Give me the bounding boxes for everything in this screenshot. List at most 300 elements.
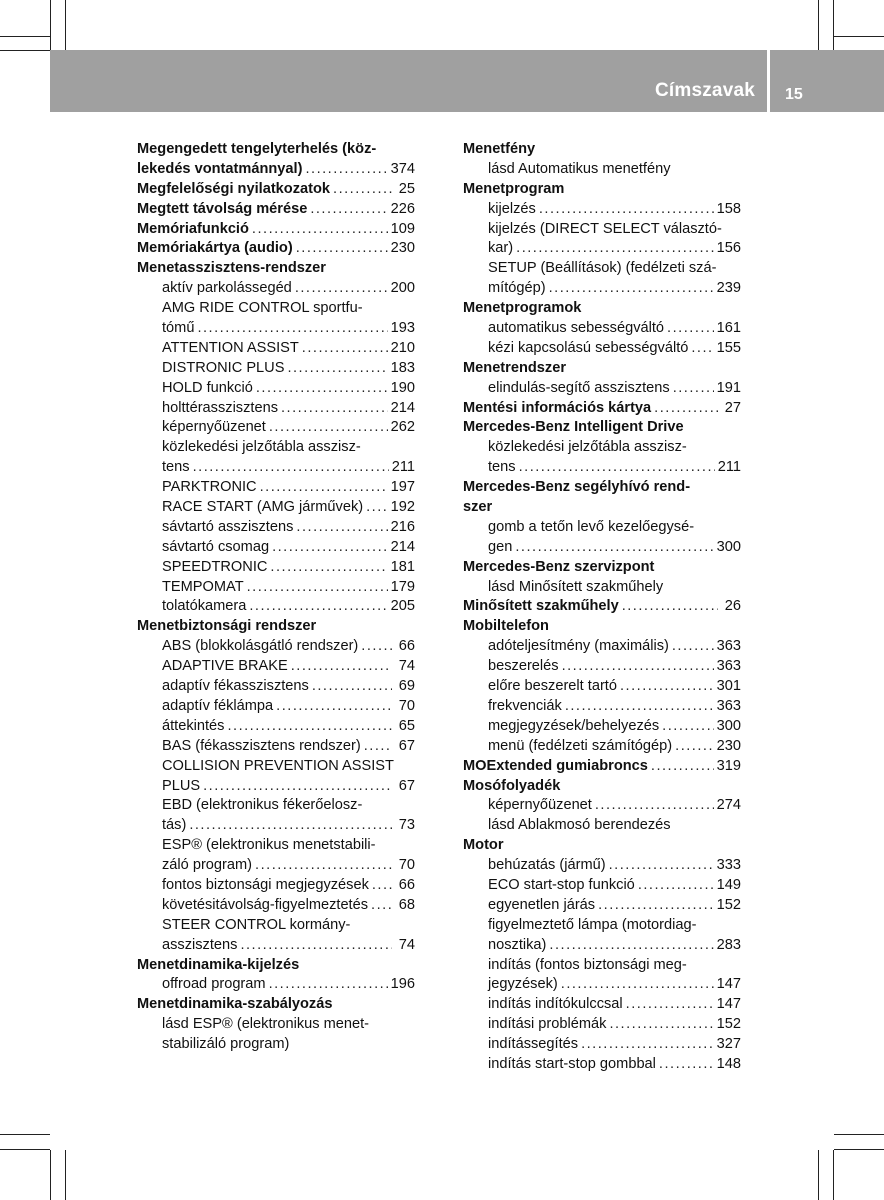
page-number: 15 bbox=[785, 86, 803, 103]
index-entry-page: 155 bbox=[716, 339, 741, 356]
dot-leader bbox=[227, 717, 392, 737]
index-entry-text: gen bbox=[488, 538, 513, 555]
index-entry-text: jegyzések) bbox=[488, 976, 558, 993]
index-entry-text: Menetbiztonsági rendszer bbox=[137, 618, 317, 635]
index-entry-text: Mercedes-Benz szervizpont bbox=[463, 558, 655, 575]
index-entry bbox=[463, 637, 741, 657]
dot-leader bbox=[302, 339, 388, 359]
crop-mark bbox=[0, 36, 50, 37]
index-entry bbox=[137, 757, 415, 777]
index-entry-page: 300 bbox=[716, 717, 741, 734]
index-entry bbox=[463, 538, 741, 558]
index-entry bbox=[463, 498, 741, 518]
index-column-left bbox=[137, 140, 415, 1055]
dot-leader bbox=[272, 538, 388, 558]
dot-leader bbox=[516, 239, 714, 259]
index-entry bbox=[463, 956, 741, 976]
index-entry bbox=[137, 836, 415, 856]
index-entry bbox=[463, 180, 741, 200]
index-entry-text: BAS (fékasszisztens rendszer) bbox=[162, 737, 361, 754]
dot-leader bbox=[638, 876, 714, 896]
index-entry bbox=[463, 578, 741, 598]
index-entry-page: 74 bbox=[398, 658, 415, 675]
crop-mark bbox=[834, 1149, 884, 1150]
index-entry bbox=[463, 418, 741, 438]
index-entry-page: 216 bbox=[390, 518, 415, 535]
index-entry-text: Mercedes-Benz segélyhívó rend- bbox=[463, 479, 691, 496]
index-entry-text: adóteljesítmény (maximális) bbox=[488, 638, 669, 655]
index-entry-text: indítás indítókulccsal bbox=[488, 996, 623, 1013]
index-entry-text: ABS (blokkolásgátló rendszer) bbox=[162, 638, 359, 655]
index-entry-page: 200 bbox=[390, 280, 415, 297]
index-entry-text: RACE START (AMG járművek) bbox=[162, 499, 364, 516]
index-entry-text: asszisztens bbox=[162, 936, 238, 953]
dot-leader bbox=[295, 279, 388, 299]
index-entry-page: 196 bbox=[390, 976, 415, 993]
index-entry-page: 301 bbox=[716, 678, 741, 695]
index-entry-text: tolatókamera bbox=[162, 598, 247, 615]
dot-leader bbox=[247, 578, 388, 598]
header-divider bbox=[767, 50, 770, 112]
dot-leader bbox=[659, 1055, 714, 1075]
dot-leader bbox=[565, 697, 714, 717]
index-entry bbox=[137, 458, 415, 478]
index-entry-text: követésitávolság-figyelmeztetés bbox=[162, 896, 369, 913]
dot-leader bbox=[609, 1015, 713, 1035]
index-entry-text: COLLISION PREVENTION ASSIST bbox=[162, 757, 394, 774]
index-entry-text: tómű bbox=[162, 320, 195, 337]
crop-mark bbox=[0, 1134, 50, 1135]
index-entry bbox=[463, 777, 741, 797]
dot-leader bbox=[654, 399, 718, 419]
index-entry bbox=[463, 279, 741, 299]
index-entry-page: 230 bbox=[716, 737, 741, 754]
index-entry-text: Menetprogram bbox=[463, 180, 565, 197]
index-entry-page: 152 bbox=[716, 896, 741, 913]
index-entry bbox=[463, 518, 741, 538]
index-entry-page: 300 bbox=[716, 538, 741, 555]
index-entry bbox=[463, 220, 741, 240]
index-entry bbox=[463, 239, 741, 259]
index-entry-page: 67 bbox=[398, 737, 415, 754]
index-entry bbox=[463, 399, 741, 419]
dot-leader bbox=[240, 936, 392, 956]
index-entry-text: közlekedési jelzőtábla asszisz- bbox=[488, 439, 687, 456]
index-entry-text: Mercedes-Benz Intelligent Drive bbox=[463, 419, 684, 436]
index-entry bbox=[137, 975, 415, 995]
index-entry-page: 74 bbox=[398, 936, 415, 953]
dot-leader bbox=[203, 777, 392, 797]
index-entry bbox=[137, 995, 415, 1015]
dot-leader bbox=[549, 936, 713, 956]
index-entry-text: Mentési információs kártya bbox=[463, 399, 652, 416]
dot-leader bbox=[667, 319, 714, 339]
index-entry-page: 152 bbox=[716, 1016, 741, 1033]
index-entry-text: kijelzés bbox=[488, 200, 536, 217]
dot-leader bbox=[675, 737, 714, 757]
index-entry bbox=[137, 856, 415, 876]
index-entry-page: 327 bbox=[716, 1036, 741, 1053]
index-entry-text: lekedés vontatmánnyal) bbox=[137, 160, 303, 177]
dot-leader bbox=[287, 359, 387, 379]
crop-mark bbox=[834, 1134, 884, 1135]
dot-leader bbox=[270, 558, 387, 578]
index-entry bbox=[137, 498, 415, 518]
index-entry bbox=[463, 975, 741, 995]
index-entry-page: 205 bbox=[390, 598, 415, 615]
dot-leader bbox=[193, 458, 389, 478]
dot-leader bbox=[296, 518, 387, 538]
index-entry-text: fontos biztonsági megjegyzések bbox=[162, 876, 369, 893]
dot-leader bbox=[364, 737, 392, 757]
index-entry-text: lásd Ablakmosó berendezés bbox=[488, 817, 671, 834]
dot-leader bbox=[561, 975, 714, 995]
crop-mark bbox=[833, 1150, 834, 1200]
index-entry-page: 283 bbox=[716, 936, 741, 953]
crop-mark bbox=[0, 1149, 50, 1150]
dot-leader bbox=[515, 538, 713, 558]
index-entry-page: 68 bbox=[398, 896, 415, 913]
index-entry-text: automatikus sebességváltó bbox=[488, 320, 665, 337]
index-entry-text: EBD (elektronikus fékerőelosz- bbox=[162, 797, 363, 814]
index-entry-text: Memóriafunkció bbox=[137, 220, 249, 237]
dot-leader bbox=[598, 896, 714, 916]
index-entry bbox=[463, 1035, 741, 1055]
dot-leader bbox=[189, 816, 392, 836]
index-entry bbox=[137, 418, 415, 438]
index-entry bbox=[137, 200, 415, 220]
index-entry-page: 192 bbox=[390, 499, 415, 516]
index-entry-page: 26 bbox=[724, 598, 741, 615]
index-entry bbox=[137, 657, 415, 677]
index-entry-text: tás) bbox=[162, 817, 187, 834]
dot-leader bbox=[269, 975, 388, 995]
index-entry-text: záló program) bbox=[162, 857, 253, 874]
crop-mark bbox=[818, 0, 819, 50]
dot-leader bbox=[371, 896, 392, 916]
index-entry bbox=[463, 836, 741, 856]
index-entry-text: lásd ESP® (elektronikus menet- bbox=[162, 1016, 370, 1033]
dot-leader bbox=[255, 856, 392, 876]
index-entry-text: PARKTRONIC bbox=[162, 479, 257, 496]
dot-leader bbox=[562, 657, 714, 677]
index-entry bbox=[137, 816, 415, 836]
index-entry-page: 363 bbox=[716, 658, 741, 675]
index-entry-page: 147 bbox=[716, 976, 741, 993]
index-entry bbox=[137, 578, 415, 598]
index-entry-page: 66 bbox=[398, 876, 415, 893]
index-entry-page: 230 bbox=[390, 240, 415, 257]
crop-mark bbox=[65, 0, 66, 50]
index-entry-text: ADAPTIVE BRAKE bbox=[162, 658, 288, 675]
index-entry-text: adaptív féklámpa bbox=[162, 697, 274, 714]
dot-leader bbox=[672, 637, 714, 657]
index-entry-text: elindulás-segítő asszisztens bbox=[488, 379, 670, 396]
crop-mark bbox=[50, 1150, 51, 1200]
index-entry bbox=[137, 160, 415, 180]
index-entry-page: 156 bbox=[716, 240, 741, 257]
index-entry-text: Motor bbox=[463, 837, 504, 854]
index-entry-text: MOExtended gumiabroncs bbox=[463, 757, 648, 774]
crop-mark bbox=[834, 36, 884, 37]
index-entry-text: indítássegítés bbox=[488, 1036, 579, 1053]
index-column-right bbox=[463, 140, 741, 1075]
index-entry bbox=[137, 518, 415, 538]
dot-leader bbox=[361, 637, 392, 657]
index-entry bbox=[137, 896, 415, 916]
dot-leader bbox=[539, 200, 714, 220]
index-entry-text: SETUP (Beállítások) (fedélzeti szá- bbox=[488, 260, 717, 277]
index-entry-text: áttekintés bbox=[162, 717, 225, 734]
index-entry-text: lásd Minősített szakműhely bbox=[488, 578, 664, 595]
index-entry-page: 67 bbox=[398, 777, 415, 794]
index-entry-page: 333 bbox=[716, 857, 741, 874]
index-entry bbox=[463, 936, 741, 956]
index-entry-page: 210 bbox=[390, 339, 415, 356]
index-entry-text: holttérasszisztens bbox=[162, 399, 278, 416]
index-entry-page: 179 bbox=[390, 578, 415, 595]
index-entry bbox=[137, 597, 415, 617]
index-entry-text: Memóriakártya (audio) bbox=[137, 240, 293, 257]
index-entry-text: Menetprogramok bbox=[463, 300, 582, 317]
index-entry-text: nosztika) bbox=[488, 936, 547, 953]
index-entry-page: 374 bbox=[390, 160, 415, 177]
index-entry bbox=[463, 697, 741, 717]
index-entry bbox=[463, 259, 741, 279]
index-entry bbox=[463, 438, 741, 458]
index-entry-page: 70 bbox=[398, 857, 415, 874]
index-entry bbox=[463, 796, 741, 816]
index-entry-page: 181 bbox=[390, 558, 415, 575]
index-entry bbox=[137, 259, 415, 279]
index-entry bbox=[137, 220, 415, 240]
index-entry-text: Menetrendszer bbox=[463, 359, 566, 376]
index-entry bbox=[137, 796, 415, 816]
index-entry-text: Mosófolyadék bbox=[463, 777, 561, 794]
index-entry-text: Megfelelőségi nyilatkozatok bbox=[137, 180, 331, 197]
index-entry bbox=[137, 777, 415, 797]
index-entry bbox=[137, 239, 415, 259]
dot-leader bbox=[519, 458, 715, 478]
dot-leader bbox=[620, 677, 714, 697]
index-entry bbox=[137, 538, 415, 558]
index-entry bbox=[463, 995, 741, 1015]
dot-leader bbox=[296, 239, 388, 259]
index-entry-text: beszerelés bbox=[488, 658, 559, 675]
index-entry-text: Menetdinamika-szabályozás bbox=[137, 996, 333, 1013]
index-entry bbox=[463, 319, 741, 339]
index-entry-page: 197 bbox=[390, 479, 415, 496]
index-entry bbox=[463, 816, 741, 836]
index-entry bbox=[463, 1055, 741, 1075]
index-entry-page: 183 bbox=[390, 359, 415, 376]
index-entry bbox=[463, 478, 741, 498]
index-entry bbox=[463, 200, 741, 220]
index-entry-page: 69 bbox=[398, 678, 415, 695]
index-entry bbox=[137, 379, 415, 399]
dot-leader bbox=[269, 418, 388, 438]
index-entry-page: 239 bbox=[716, 280, 741, 297]
index-entry-text: kar) bbox=[488, 240, 514, 257]
index-entry-text: képernyőüzenet bbox=[488, 797, 592, 814]
index-entry bbox=[463, 339, 741, 359]
index-entry-text: indítási problémák bbox=[488, 1016, 607, 1033]
index-entry bbox=[137, 319, 415, 339]
index-entry-page: 27 bbox=[724, 399, 741, 416]
dot-leader bbox=[260, 478, 388, 498]
index-entry-text: offroad program bbox=[162, 976, 266, 993]
index-entry-text: indítás (fontos biztonsági meg- bbox=[488, 956, 687, 973]
index-entry-text: ATTENTION ASSIST bbox=[162, 339, 299, 356]
index-entry-page: 262 bbox=[390, 419, 415, 436]
index-entry-text: kijelzés (DIRECT SELECT választó- bbox=[488, 220, 722, 237]
crop-mark bbox=[50, 0, 51, 50]
dot-leader bbox=[595, 796, 714, 816]
dot-leader bbox=[291, 657, 392, 677]
dot-leader bbox=[626, 995, 714, 1015]
index-entry bbox=[463, 757, 741, 777]
dot-leader bbox=[305, 160, 387, 180]
index-entry bbox=[137, 299, 415, 319]
crop-mark bbox=[0, 50, 50, 51]
index-entry-text: ECO start-stop funkció bbox=[488, 876, 635, 893]
index-entry-page: 148 bbox=[716, 1055, 741, 1072]
index-entry-text: Menetasszisztens-rendszer bbox=[137, 260, 326, 277]
index-entry-text: sávtartó csomag bbox=[162, 538, 270, 555]
index-entry bbox=[137, 936, 415, 956]
index-entry bbox=[463, 737, 741, 757]
index-entry bbox=[137, 438, 415, 458]
index-entry-text: ESP® (elektronikus menetstabili- bbox=[162, 837, 376, 854]
index-entry-page: 73 bbox=[398, 817, 415, 834]
index-entry bbox=[463, 717, 741, 737]
index-entry-text: adaptív fékasszisztens bbox=[162, 678, 309, 695]
index-entry-page: 65 bbox=[398, 717, 415, 734]
index-entry-text: képernyőüzenet bbox=[162, 419, 266, 436]
index-entry bbox=[137, 677, 415, 697]
index-entry-text: Menetfény bbox=[463, 141, 536, 157]
index-entry bbox=[463, 896, 741, 916]
index-entry bbox=[463, 458, 741, 478]
index-entry-text: mítógép) bbox=[488, 280, 546, 297]
index-entry bbox=[463, 379, 741, 399]
index-entry-page: 274 bbox=[716, 797, 741, 814]
index-entry-text: behúzatás (jármű) bbox=[488, 857, 606, 874]
index-entry bbox=[463, 856, 741, 876]
index-entry-text: HOLD funkció bbox=[162, 379, 253, 396]
index-entry bbox=[463, 677, 741, 697]
index-entry bbox=[137, 1015, 415, 1035]
index-entry bbox=[137, 956, 415, 976]
section-title: Címszavak bbox=[654, 80, 755, 101]
index-entry bbox=[463, 617, 741, 637]
index-entry-text: figyelmeztető lámpa (motordiag- bbox=[488, 916, 697, 933]
index-entry-page: 191 bbox=[716, 379, 741, 396]
index-entry bbox=[137, 737, 415, 757]
dot-leader bbox=[366, 498, 388, 518]
index-entry bbox=[463, 916, 741, 936]
dot-leader bbox=[249, 597, 387, 617]
index-entry-page: 158 bbox=[716, 200, 741, 217]
index-entry bbox=[137, 359, 415, 379]
dot-leader bbox=[651, 757, 714, 777]
index-entry-text: egyenetlen járás bbox=[488, 896, 596, 913]
index-entry-text: PLUS bbox=[162, 777, 201, 794]
dot-leader bbox=[197, 319, 387, 339]
index-entry-text: Minősített szakműhely bbox=[463, 598, 619, 615]
dot-leader bbox=[549, 279, 714, 299]
crop-mark bbox=[818, 1150, 819, 1200]
index-entry-text: kézi kapcsolású sebességváltó bbox=[488, 339, 689, 356]
header-bar bbox=[50, 50, 884, 112]
index-entry-text: lásd Automatikus menetfény bbox=[488, 160, 671, 177]
index-entry bbox=[463, 359, 741, 379]
index-entry-text: megjegyzések/behelyezés bbox=[488, 717, 660, 734]
index-entry-text: Megtett távolság mérése bbox=[137, 200, 308, 217]
index-entry-text: Menetdinamika-kijelzés bbox=[137, 956, 300, 973]
index-entry bbox=[137, 697, 415, 717]
index-entry-text: SPEEDTRONIC bbox=[162, 558, 268, 575]
index-entry-page: 363 bbox=[716, 638, 741, 655]
dot-leader bbox=[622, 597, 718, 617]
index-entry-text: tens bbox=[162, 459, 190, 476]
dot-leader bbox=[333, 180, 392, 200]
index-entry bbox=[137, 558, 415, 578]
index-entry bbox=[137, 478, 415, 498]
index-entry-text: Mobiltelefon bbox=[463, 618, 549, 635]
index-entry-text: tens bbox=[488, 459, 516, 476]
index-entry bbox=[137, 876, 415, 896]
index-entry bbox=[463, 876, 741, 896]
dot-leader bbox=[662, 717, 713, 737]
index-entry-text: sávtartó asszisztens bbox=[162, 518, 294, 535]
dot-leader bbox=[372, 876, 392, 896]
index-entry bbox=[137, 140, 415, 160]
index-entry-page: 211 bbox=[717, 459, 741, 476]
dot-leader bbox=[310, 200, 387, 220]
index-entry bbox=[463, 558, 741, 578]
index-entry-text: előre beszerelt tartó bbox=[488, 678, 617, 695]
index-entry bbox=[463, 160, 741, 180]
index-entry-text: gomb a tetőn levő kezelőegysé- bbox=[488, 518, 695, 535]
dot-leader bbox=[691, 339, 713, 359]
index-entry-page: 214 bbox=[390, 399, 415, 416]
dot-leader bbox=[281, 399, 388, 419]
crop-mark bbox=[65, 1150, 66, 1200]
index-entry-page: 66 bbox=[398, 638, 415, 655]
dot-leader bbox=[312, 677, 392, 697]
index-entry-text: stabilizáló program) bbox=[162, 1036, 290, 1053]
index-entry bbox=[137, 399, 415, 419]
index-entry-text: indítás start-stop gombbal bbox=[488, 1055, 656, 1072]
index-entry-page: 319 bbox=[716, 757, 741, 774]
index-entry bbox=[137, 637, 415, 657]
index-entry-page: 161 bbox=[716, 320, 741, 337]
index-entry-text: Megengedett tengelyterhelés (köz- bbox=[137, 141, 377, 157]
dot-leader bbox=[276, 697, 392, 717]
index-entry-text: TEMPOMAT bbox=[162, 578, 244, 595]
index-entry bbox=[463, 299, 741, 319]
index-entry-text: STEER CONTROL kormány- bbox=[162, 916, 351, 933]
index-entry-page: 214 bbox=[390, 538, 415, 555]
dot-leader bbox=[581, 1035, 714, 1055]
index-entry-page: 149 bbox=[716, 876, 741, 893]
crop-mark bbox=[833, 0, 834, 50]
index-entry bbox=[137, 180, 415, 200]
index-entry bbox=[137, 617, 415, 637]
dot-leader bbox=[256, 379, 388, 399]
index-entry bbox=[463, 597, 741, 617]
